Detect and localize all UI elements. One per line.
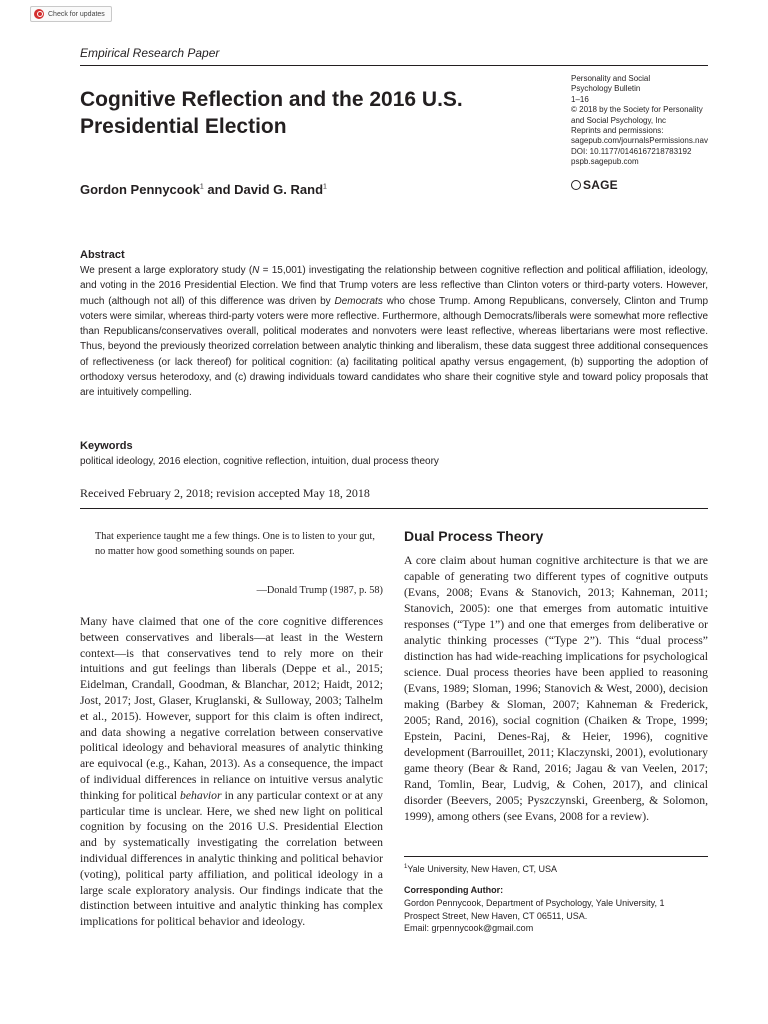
journal-info-line: pspb.sagepub.com	[571, 157, 639, 167]
author-name: David G. Rand	[234, 182, 324, 197]
article-title: Cognitive Reflection and the 2016 U.S. Presidential Election	[80, 88, 463, 138]
received-dates: Received February 2, 2018; revision accepted May 18, 2018	[80, 486, 370, 500]
epigraph-quote: That experience taught me a few things. One is to listen to your gut, no matter how good something sounds on paper.	[95, 531, 375, 557]
journal-info-line: Personality and Social	[571, 74, 651, 83]
corresponding-author-details	[404, 897, 704, 935]
sage-logo-icon	[571, 180, 581, 190]
affiliation-marker: 1	[323, 183, 327, 191]
sage-logo	[571, 178, 618, 192]
sage-logo-text: SAGE	[583, 178, 618, 192]
affiliation-marker: 1	[199, 183, 204, 191]
section-heading: Dual Process Theory	[404, 528, 544, 544]
article-type: Empirical Research Paper	[80, 46, 220, 60]
affiliation-text: Yale University, New Haven, CT, USA	[407, 864, 558, 874]
author-name: Gordon Pennycook	[80, 182, 200, 197]
journal-info-line: Psychology Bulletin	[571, 84, 641, 94]
section-paragraph: A core claim about human cognitive architecture is that we are capable of generating two different types of cognitive outputs (Evans, 2008; Evans & Stanovich, 2013; Kahneman, 2011; Stanovich, 2005): one that emerges from automatic intuitive responses (“Type 1”) and one that emerges from deliberative or analytic thinking processes (“Type 2”). This “dual process” distinction has had wide-reaching implications for psychological science. Dual process theories have been applied to reasoning (Evans, 1989; Sloman, 1996; Stanovich & West, 2000), decision making (Barbey & Sloman, 2007; Kahneman & Frederick, 2005; Rand, 2016), social cognition (Chaiken & Trope, 1999; Epstein, Pacini, Denes-Raj, & Heier, 1996), cognitive development (Barrouillet, 2011; Klaczynski, 2001), evolutionary game theory (Bear & Rand, 2016; Jagau & van Veelen, 2017; Rand, Tomlin, Bear, Ludvig, & Cohen, 2017), and clinical disorder (Beevers, 2005; Pyszczynski, Greenberg, & Solomon, 1999), among others (see Evans, 2008 for a review).	[404, 554, 708, 823]
journal-info-line: Reprints and permissions:	[571, 126, 664, 136]
author-list	[80, 182, 327, 197]
abstract-text-part: We present a large exploratory study (	[80, 265, 253, 276]
affiliation-footnote	[404, 864, 557, 874]
corresponding-author-email[interactable]: Email: grpennycook@gmail.com	[404, 923, 534, 933]
keywords-text: political ideology, 2016 election, cognitive reflection, intuition, dual process theory	[80, 456, 439, 467]
abstract-text-part: = 15,001) investigating the relationship between cognitive reflection and political affiliation, ideology, and voting in the 2016 Presidential Election. We find that Trump voters are less reflective than Clinton voters or third-party voters. However, much (although not all) of this difference was driven by	[80, 265, 709, 307]
journal-info-line: DOI: 10.1177/0146167218783192	[571, 146, 692, 156]
abstract-text	[80, 263, 708, 401]
abstract-n-symbol: N	[252, 265, 260, 276]
check-for-updates-label: Check for updates	[48, 10, 105, 18]
abstract-text-part: who chose Trump. Among Republicans, conversely, Clinton and Trump voters were similar, whereas third-party voters were more reflective. Furthermore, although Democrats/liberals were somewhat more reflective than Republicans/conservatives overall, political moderates and nonvoters were least reflective, whereas libertarians were most reflective. Thus, beyond the previously theorized correlation between analytic thinking and liberalism, these data suggest three additional consequences of reflectiveness (or lack thereof) for political cognition: (a) facilitating political apathy versus engagement, (b) supporting the adoption of orthodoxy versus heterodoxy, and (c) drawing individuals toward candidates who share their cognitive style and toward policy proposals that are intuitively compelling.	[80, 295, 709, 399]
journal-info-line: © 2018 by the Society for Personality	[571, 105, 703, 115]
journal-info	[571, 74, 731, 168]
corresponding-author-line: Prospect Street, New Haven, CT 06511, USA.	[404, 910, 588, 921]
journal-info-line: and Social Psychology, Inc	[571, 115, 667, 125]
journal-info-line: 1–16	[571, 94, 589, 104]
keywords-heading: Keywords	[80, 440, 133, 452]
intro-paragraph	[80, 614, 383, 930]
abstract-heading: Abstract	[80, 249, 125, 261]
section-divider	[80, 508, 708, 509]
corresponding-author-line: Gordon Pennycook, Department of Psychology, Yale University, 1	[404, 898, 665, 908]
crossmark-icon	[34, 9, 44, 19]
intro-text-part: in any particular context or at any particular time is unclear. Here, we shed new light on political cognition by focusing on the 2016 U.S. Presidential Election and by systematically investigating the correlation between individual differences in analytic thinking and political behavior (voting), political party affiliation, and political ideology in a large scale exploratory analysis. Our findings indicate that the distinction between intuitive and analytic thinking has complex implications for political behavior and ideology.	[80, 788, 383, 929]
journal-info-line: sagepub.com/journalsPermissions.nav	[571, 136, 708, 146]
epigraph-source: —Donald Trump (1987, p. 58)	[256, 585, 383, 596]
corresponding-author-heading: Corresponding Author:	[404, 885, 504, 895]
affiliation-marker: 1	[404, 864, 408, 870]
header-divider	[80, 65, 708, 66]
footnote-divider	[404, 856, 708, 857]
intro-text-part: Many have claimed that one of the core cognitive differences between conservatives and liberals—at least in the Western context—is that conservatives tend to rely more on their intuitions and gut feelings than liberals (Deppe et al., 2015; Eidelman, Crandall, Goodman, & Blanchar, 2012; Haidt, 2012; Jost, 2017; Jost, Glaser, Kruglanski, & Sulloway, 2003; Talhelm et al., 2015). However, support for this claim is often indirect, and data showing a negative correlation between conservative political ideology and behavioral measures of analytic thinking are equivocal (e.g., Kahan, 2013). As a consequence, the impact of individual differences in reliance on intuitive versus analytic thinking for political	[80, 615, 383, 802]
intro-emphasis: behavior	[180, 788, 222, 802]
author-joiner: and	[203, 182, 235, 197]
check-for-updates-button[interactable]	[30, 6, 112, 22]
abstract-emphasis: Democrats	[334, 295, 383, 307]
